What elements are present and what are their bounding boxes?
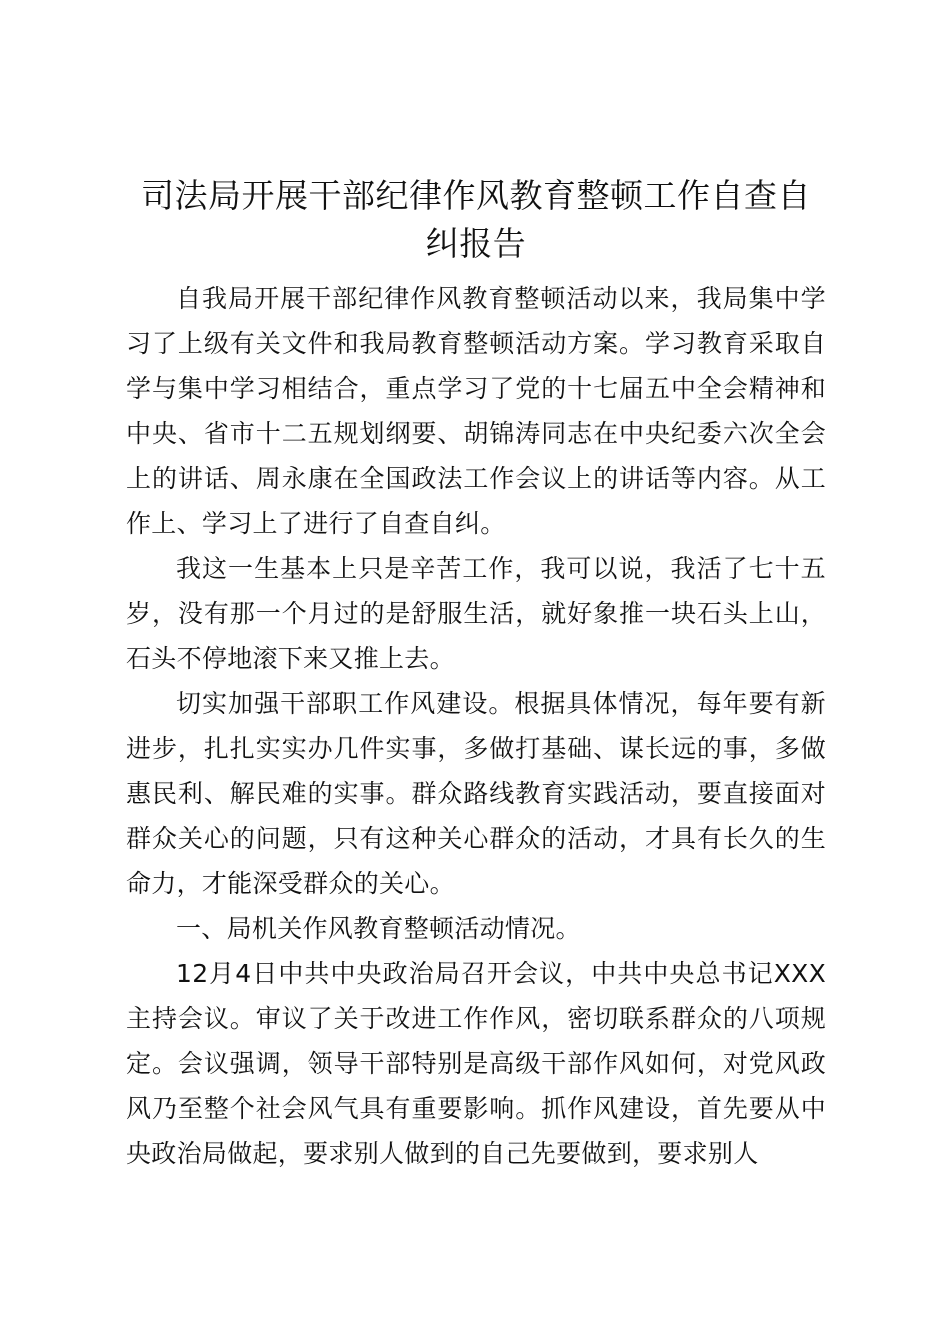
paragraph-quote: 我这一生基本上只是辛苦工作，我可以说，我活了七十五岁，没有那一个月过的是舒服生活，就好象推一块石头上山，石头不停地滚下来又推上去。: [126, 554, 826, 673]
section-heading-1: 一、局机关作风教育整顿活动情况。: [176, 914, 581, 943]
paragraph-style-building: 切实加强干部职工作风建设。根据具体情况，每年要有新进步，扎扎实实办几件实事，多做打基础、谋长远的事，多做惠民利、解民难的实事。群众路线教育实践活动，要直接面对群众关心的问题，只有这种关心群众的活动，才具有长久的生命力，才能深受群众的关心。: [126, 689, 826, 898]
document-page: [126, 172, 826, 1176]
paragraph-meeting: 12月4日中共中央政治局召开会议，中共中央总书记XXX主持会议。审议了关于改进工作作风，密切联系群众的八项规定。会议强调，领导干部特别是高级干部作风如何，对党风政风乃至整个社会风气具有重要影响。抓作风建设，首先要从中央政治局做起，要求别人做到的自己先要做到，要求别人: [126, 959, 826, 1168]
document-title: 司法局开展干部纪律作风教育整顿工作自查自纠报告: [141, 176, 811, 263]
paragraph-intro: 自我局开展干部纪律作风教育整顿活动以来，我局集中学习了上级有关文件和我局教育整顿活动方案。学习教育采取自学与集中学习相结合，重点学习了党的十七届五中全会精神和中央、省市十二五规划纲要、胡锦涛同志在中央纪委六次全会上的讲话、周永康在全国政法工作会议上的讲话等内容。从工作上、学习上了进行了自查自纠。: [126, 284, 826, 538]
